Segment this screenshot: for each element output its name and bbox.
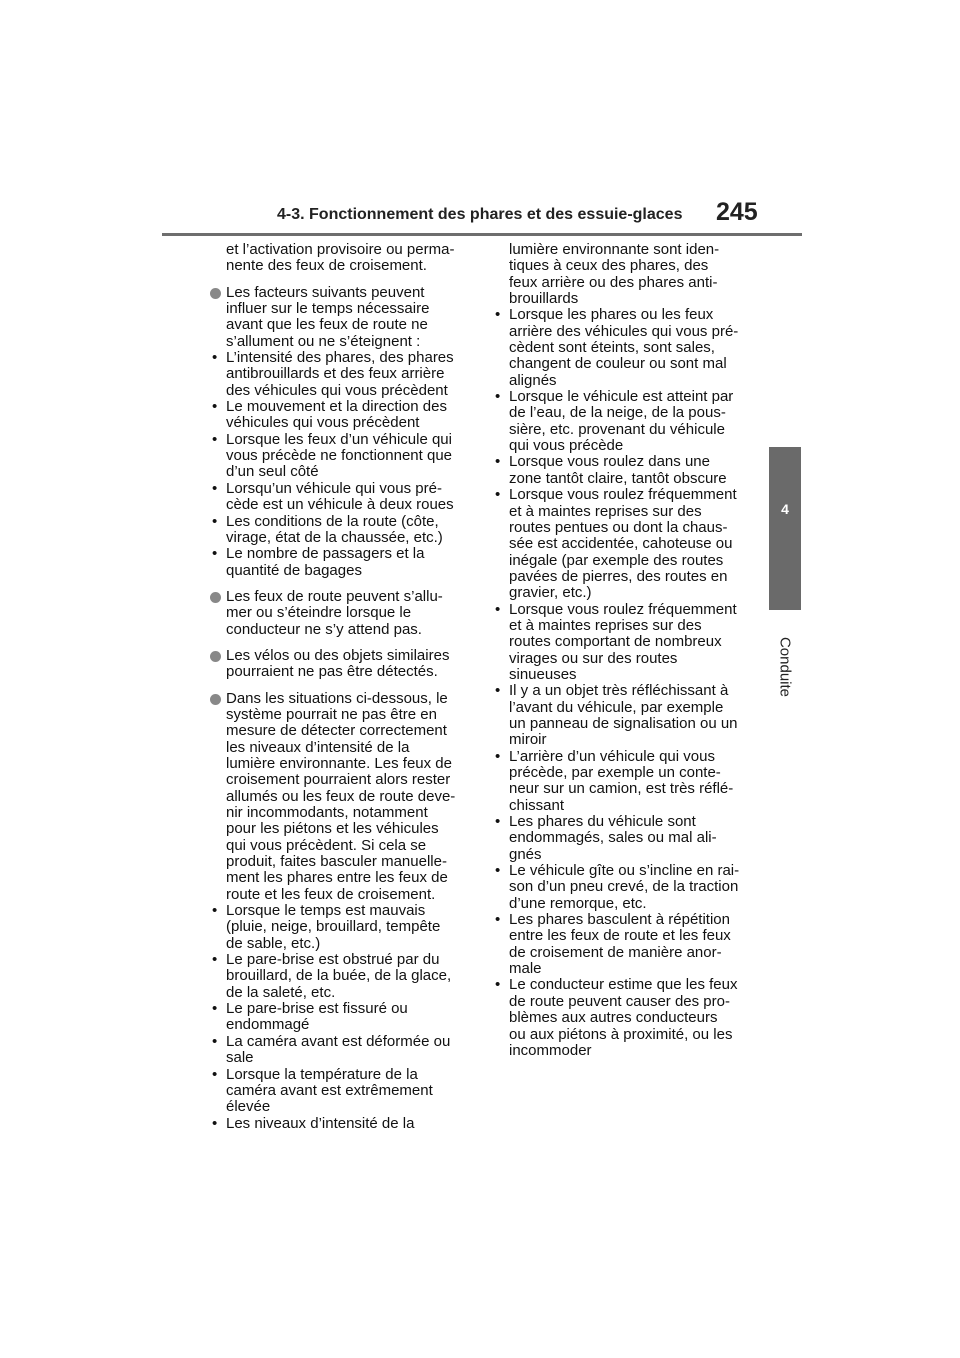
list-marker: • bbox=[212, 349, 218, 367]
list-item-text: Le véhicule gîte ou s’incline en rai- son d’un pneu crevé, de la traction d’une remorque, etc. bbox=[509, 862, 740, 912]
header-rule bbox=[162, 233, 802, 236]
paragraph-text: Les feux de route peuvent s’allu- mer ou s’éteindre lorsque le conducteur ne s’y attend pas. bbox=[226, 587, 443, 638]
list-marker: • bbox=[212, 951, 218, 969]
continuation-text: lumière environnante sont iden- tiques à ceux des phares, des feux arrière ou des phares anti- brouillards bbox=[509, 241, 720, 308]
list-marker: • bbox=[212, 545, 218, 563]
list-item bbox=[493, 749, 758, 814]
list-item-text: Lorsque la température de la caméra avant est extrêmement élevée bbox=[226, 1065, 433, 1116]
page-number: 245 bbox=[716, 198, 758, 226]
continuation-text: et l’activation provisoire ou perma- nente des feux de croisement. bbox=[226, 241, 455, 275]
list-item bbox=[210, 1116, 472, 1132]
list-item bbox=[210, 432, 472, 481]
chapter-label-text: Conduite bbox=[776, 636, 794, 698]
list-item bbox=[210, 399, 472, 432]
list-item bbox=[493, 977, 758, 1059]
list-item bbox=[210, 1067, 472, 1116]
list-item bbox=[493, 454, 758, 487]
list-marker: • bbox=[495, 388, 501, 406]
list-item-text: Les phares du véhicule sont endommagés, sales ou mal ali- gnés bbox=[509, 813, 717, 863]
list-marker: • bbox=[212, 398, 218, 416]
paragraph-situations bbox=[210, 691, 472, 903]
list-marker: • bbox=[495, 862, 501, 880]
list-item bbox=[493, 863, 758, 912]
paragraph-text: Les facteurs suivants peuvent influer sur le temps nécessaire avant que les feux de route ne s’allument ou ne s’éteignent : bbox=[226, 283, 430, 350]
list-item-text: Le nombre de passagers et la quantité de bagages bbox=[226, 545, 425, 579]
list-item-text: L’arrière d’un véhicule qui vous précède, par exemple un conte- neur sur un camion, est très réflé- chissant bbox=[509, 747, 734, 814]
paragraph-unexpected bbox=[210, 589, 472, 638]
list-item-text: Lorsque le temps est mauvais (pluie, neige, brouillard, tempête de sable, etc.) bbox=[226, 902, 441, 952]
list-item-text: Le pare-brise est fissuré ou endommagé bbox=[226, 1000, 408, 1034]
list-item bbox=[210, 481, 472, 514]
list-marker: • bbox=[212, 1114, 218, 1132]
list-marker: • bbox=[212, 902, 218, 920]
situations-list bbox=[210, 903, 472, 1132]
list-item bbox=[493, 912, 758, 977]
list-item-text: Les niveaux d’intensité de la bbox=[226, 1114, 415, 1132]
list-item bbox=[493, 683, 758, 748]
list-item bbox=[210, 1034, 472, 1067]
list-item-text: Le pare-brise est obstrué par du brouillard, de la buée, de la glace, de la saleté, etc. bbox=[226, 951, 452, 1001]
list-item bbox=[210, 350, 472, 399]
list-item-text: Les conditions de la route (côte, virage, état de la chaussée, etc.) bbox=[226, 512, 443, 546]
list-item bbox=[493, 487, 758, 601]
list-item bbox=[210, 952, 472, 1001]
paragraph-text: Dans les situations ci-dessous, le système pourrait ne pas être en mesure de détecter correctement les niveaux d’intensité de la lumière environnante. Les feux de croisement pourraient alors rester allumés ou les feux de route deve- nir incommodants, notamment pour les piétons et les véhicules qui vous précèdent. Si cela se produit, faites basculer manuelle- ment les phares entre les feux de route et les feux de croisement. bbox=[226, 689, 456, 903]
list-marker: • bbox=[212, 1032, 218, 1050]
list-item bbox=[210, 1001, 472, 1034]
list-item-text: Lorsque les feux d’un véhicule qui vous précède ne fonctionnent que d’un seul côté bbox=[226, 430, 453, 481]
list-marker: • bbox=[212, 479, 218, 497]
bullet-dot-icon bbox=[210, 592, 221, 603]
bullet-dot-icon bbox=[210, 288, 221, 299]
situations-list-continued bbox=[493, 307, 758, 1059]
list-item-text: Le conducteur estime que les feux de route peuvent causer des pro- blèmes aux autres conducteurs ou aux piétons à proximité, ou les incommoder bbox=[509, 976, 738, 1059]
list-marker: • bbox=[495, 453, 501, 471]
paragraph-factors bbox=[210, 285, 472, 350]
list-marker: • bbox=[212, 1065, 218, 1083]
chapter-number: 4 bbox=[781, 501, 789, 517]
list-item bbox=[493, 602, 758, 684]
list-marker: • bbox=[495, 747, 501, 765]
list-item bbox=[493, 814, 758, 863]
list-marker: • bbox=[212, 430, 218, 448]
list-marker: • bbox=[495, 813, 501, 831]
list-marker: • bbox=[495, 600, 501, 618]
list-item-text: Lorsque vous roulez dans une zone tantôt claire, tantôt obscure bbox=[509, 453, 727, 487]
list-item-text: L’intensité des phares, des phares antibrouillards et des feux arrière des véhicules qui vous précèdent bbox=[226, 349, 454, 399]
paragraph-bicycles bbox=[210, 648, 472, 681]
section-title: 4-3. Fonctionnement des phares et des essuie-glaces bbox=[277, 206, 683, 223]
list-marker: • bbox=[212, 512, 218, 530]
list-item bbox=[210, 546, 472, 579]
list-item bbox=[210, 514, 472, 547]
list-item bbox=[493, 307, 758, 389]
list-item-text: Le mouvement et la direction des véhicules qui vous précèdent bbox=[226, 398, 447, 432]
list-item-text: Les phares basculent à répétition entre les feux de route et les feux de croisement de manière anor- male bbox=[509, 911, 731, 978]
list-item-text: Lorsque vous roulez fréquemment et à maintes reprises sur des routes pentues ou dont la chaus- sée est accidentée, cahoteuse ou inégale (par exemple des routes pavées de pierres, des routes en gravier, etc.) bbox=[509, 486, 737, 602]
list-item-text: La caméra avant est déformée ou sale bbox=[226, 1032, 451, 1067]
list-item bbox=[210, 903, 472, 952]
list-item bbox=[493, 389, 758, 454]
list-marker: • bbox=[495, 486, 501, 504]
chapter-label bbox=[768, 624, 802, 710]
bullet-dot-icon bbox=[210, 694, 221, 705]
chapter-tab bbox=[769, 447, 801, 610]
paragraph-text: Les vélos ou des objets similaires pourraient ne pas être détectés. bbox=[226, 646, 450, 681]
list-item-text: Lorsque les phares ou les feux arrière des véhicules qui vous pré- cèdent sont éteints, sont sales, changent de couleur ou sont mal alignés bbox=[509, 306, 739, 389]
list-item-text: Il y a un objet très réfléchissant à l’avant du véhicule, par exemple un panneau de signalisation ou un miroir bbox=[509, 682, 738, 749]
list-marker: • bbox=[495, 976, 501, 994]
list-item-text: Lorsque le véhicule est atteint par de l’eau, de la neige, de la pous- sière, etc. provenant du véhicule qui vous précède bbox=[509, 388, 734, 455]
right-column bbox=[493, 242, 758, 1059]
list-marker: • bbox=[495, 911, 501, 929]
list-item-text: Lorsque vous roulez fréquemment et à maintes reprises sur des routes comportant de nombreux virages ou sur des routes sinueuses bbox=[509, 600, 737, 683]
list-marker: • bbox=[495, 306, 501, 324]
list-marker: • bbox=[495, 682, 501, 700]
list-item-text: Lorsqu’un véhicule qui vous pré- cède est un véhicule à deux roues bbox=[226, 479, 454, 514]
bullet-dot-icon bbox=[210, 651, 221, 662]
left-column bbox=[210, 242, 472, 1132]
factors-list bbox=[210, 350, 472, 579]
list-marker: • bbox=[212, 1000, 218, 1018]
